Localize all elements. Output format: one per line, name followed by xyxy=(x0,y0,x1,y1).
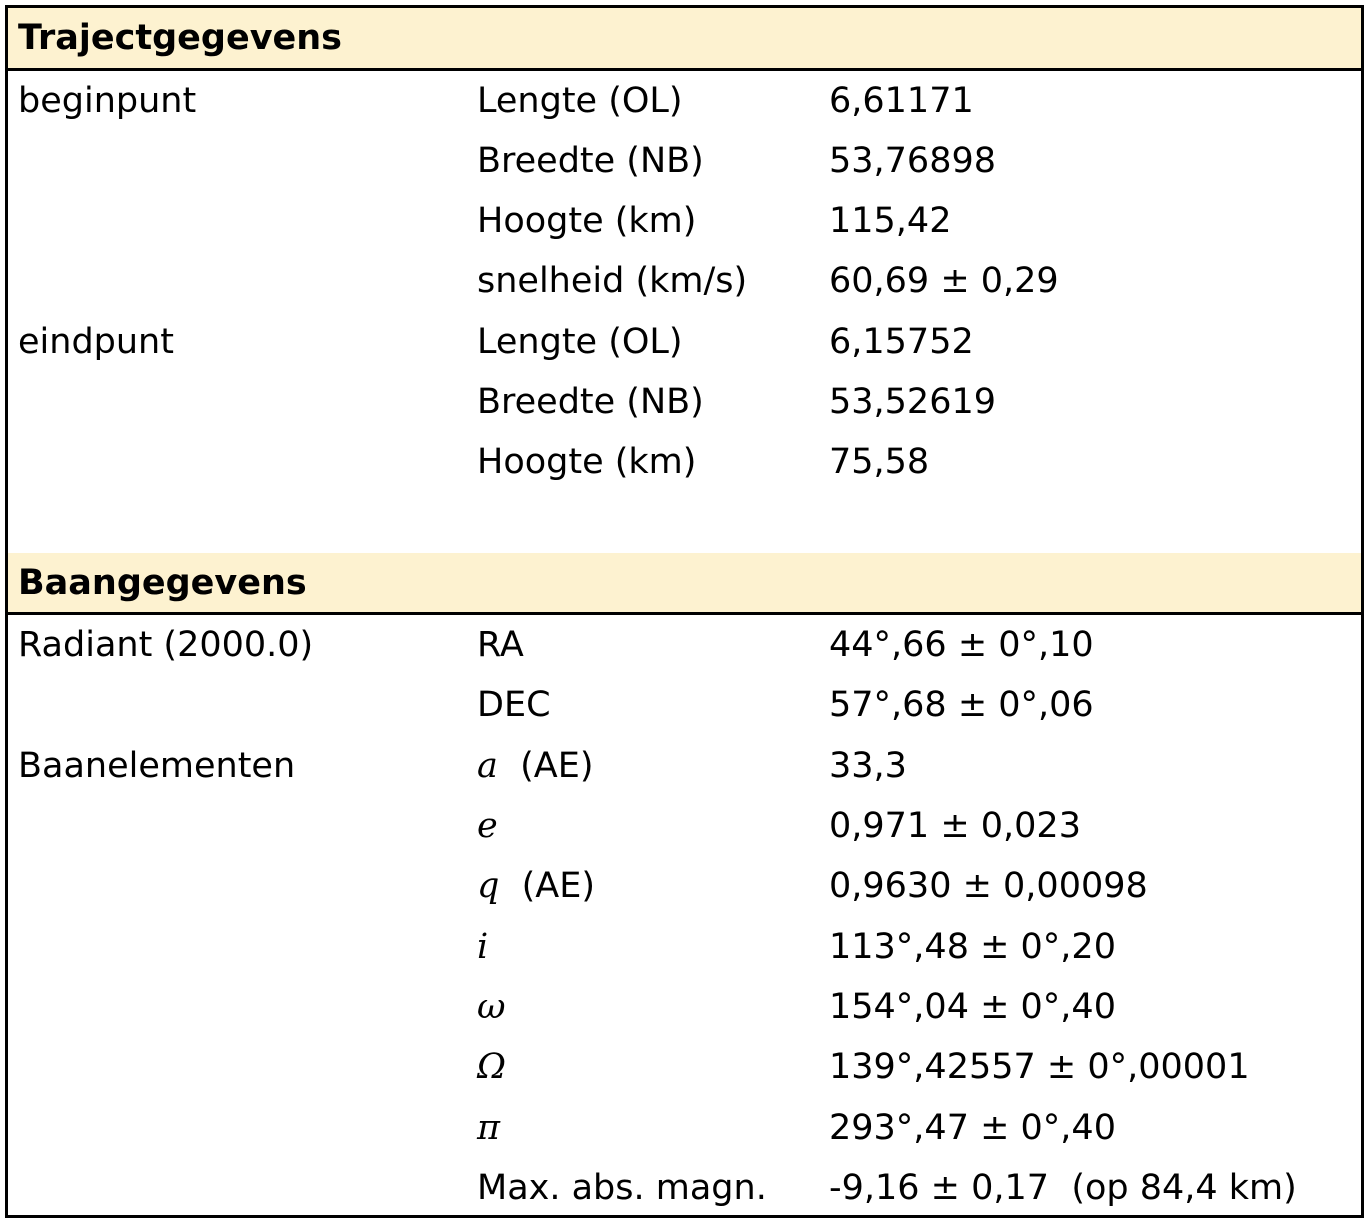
symbol-i: i xyxy=(477,927,489,967)
row-value: 113°,48 ± 0°,20 xyxy=(829,927,1116,967)
symbol-pi: π xyxy=(477,1108,501,1148)
row-param-label: Breedte (NB) xyxy=(477,382,704,422)
row-value: 75,58 xyxy=(829,442,930,482)
row-group-label: Baanelementen xyxy=(18,746,296,786)
table-row xyxy=(8,251,1361,311)
row-param-label: RA xyxy=(477,625,524,665)
row-value: 139°,42557 ± 0°,00001 xyxy=(829,1047,1250,1087)
table-row xyxy=(8,312,1361,372)
symbol-omega-capital: Ω xyxy=(477,1047,507,1087)
row-param-label xyxy=(477,796,498,856)
table-row xyxy=(8,372,1361,432)
row-param-label: Lengte (OL) xyxy=(477,322,683,362)
table-row xyxy=(8,432,1361,492)
row-param-label: DEC xyxy=(477,685,551,725)
row-param-label xyxy=(477,977,506,1037)
row-param-label: Lengte (OL) xyxy=(477,81,683,121)
table-row xyxy=(8,796,1361,856)
row-param-label: Hoogte (km) xyxy=(477,201,697,241)
row-param-label: Hoogte (km) xyxy=(477,442,697,482)
row-value: 60,69 ± 0,29 xyxy=(829,261,1059,301)
table-row xyxy=(8,856,1361,916)
table-row xyxy=(8,615,1361,675)
table-row xyxy=(8,71,1361,131)
row-value: 115,42 xyxy=(829,201,952,241)
symbol-omega-small: ω xyxy=(477,987,506,1027)
table-row xyxy=(8,1158,1361,1218)
row-value: -9,16 ± 0,17 (op 84,4 km) xyxy=(829,1168,1297,1208)
row-value: 0,9630 ± 0,00098 xyxy=(829,866,1148,906)
row-value: 6,61171 xyxy=(829,81,974,121)
row-param-label: snelheid (km/s) xyxy=(477,261,748,301)
param-unit: (AE) xyxy=(497,746,594,786)
table-row xyxy=(8,191,1361,251)
row-group-label: Radiant (2000.0) xyxy=(18,625,314,665)
row-value: 293°,47 ± 0°,40 xyxy=(829,1108,1116,1148)
row-param-label: Breedte (NB) xyxy=(477,141,704,181)
row-value: 0,971 ± 0,023 xyxy=(829,806,1081,846)
section-header-trajectgegevens: Trajectgegevens xyxy=(8,8,1361,71)
row-param-label xyxy=(477,1037,506,1097)
table-row xyxy=(8,1098,1361,1158)
table-row xyxy=(8,917,1361,977)
table-row xyxy=(8,977,1361,1037)
row-param-label xyxy=(477,856,595,916)
row-param-label xyxy=(477,917,488,977)
section-header-baangegevens: Baangegevens xyxy=(8,553,1361,615)
row-group-label: eindpunt xyxy=(18,322,174,362)
param-unit: (AE) xyxy=(499,866,596,906)
row-value: 33,3 xyxy=(829,746,907,786)
row-param-label xyxy=(477,1098,500,1158)
table-row xyxy=(8,675,1361,735)
row-value: 6,15752 xyxy=(829,322,974,362)
row-param-label xyxy=(477,736,594,796)
symbol-e: e xyxy=(477,806,498,846)
symbol-a: a xyxy=(477,746,498,786)
table-row xyxy=(8,131,1361,191)
row-value: 44°,66 ± 0°,10 xyxy=(829,625,1094,665)
row-value: 57°,68 ± 0°,06 xyxy=(829,685,1094,725)
table-row xyxy=(8,1037,1361,1097)
row-param-label: Max. abs. magn. xyxy=(477,1168,767,1208)
data-table xyxy=(5,5,1364,1218)
row-value: 53,52619 xyxy=(829,382,997,422)
row-group-label: beginpunt xyxy=(18,81,197,121)
table-row xyxy=(8,736,1361,796)
symbol-q: q xyxy=(477,866,500,906)
row-value: 154°,04 ± 0°,40 xyxy=(829,987,1116,1027)
row-value: 53,76898 xyxy=(829,141,997,181)
